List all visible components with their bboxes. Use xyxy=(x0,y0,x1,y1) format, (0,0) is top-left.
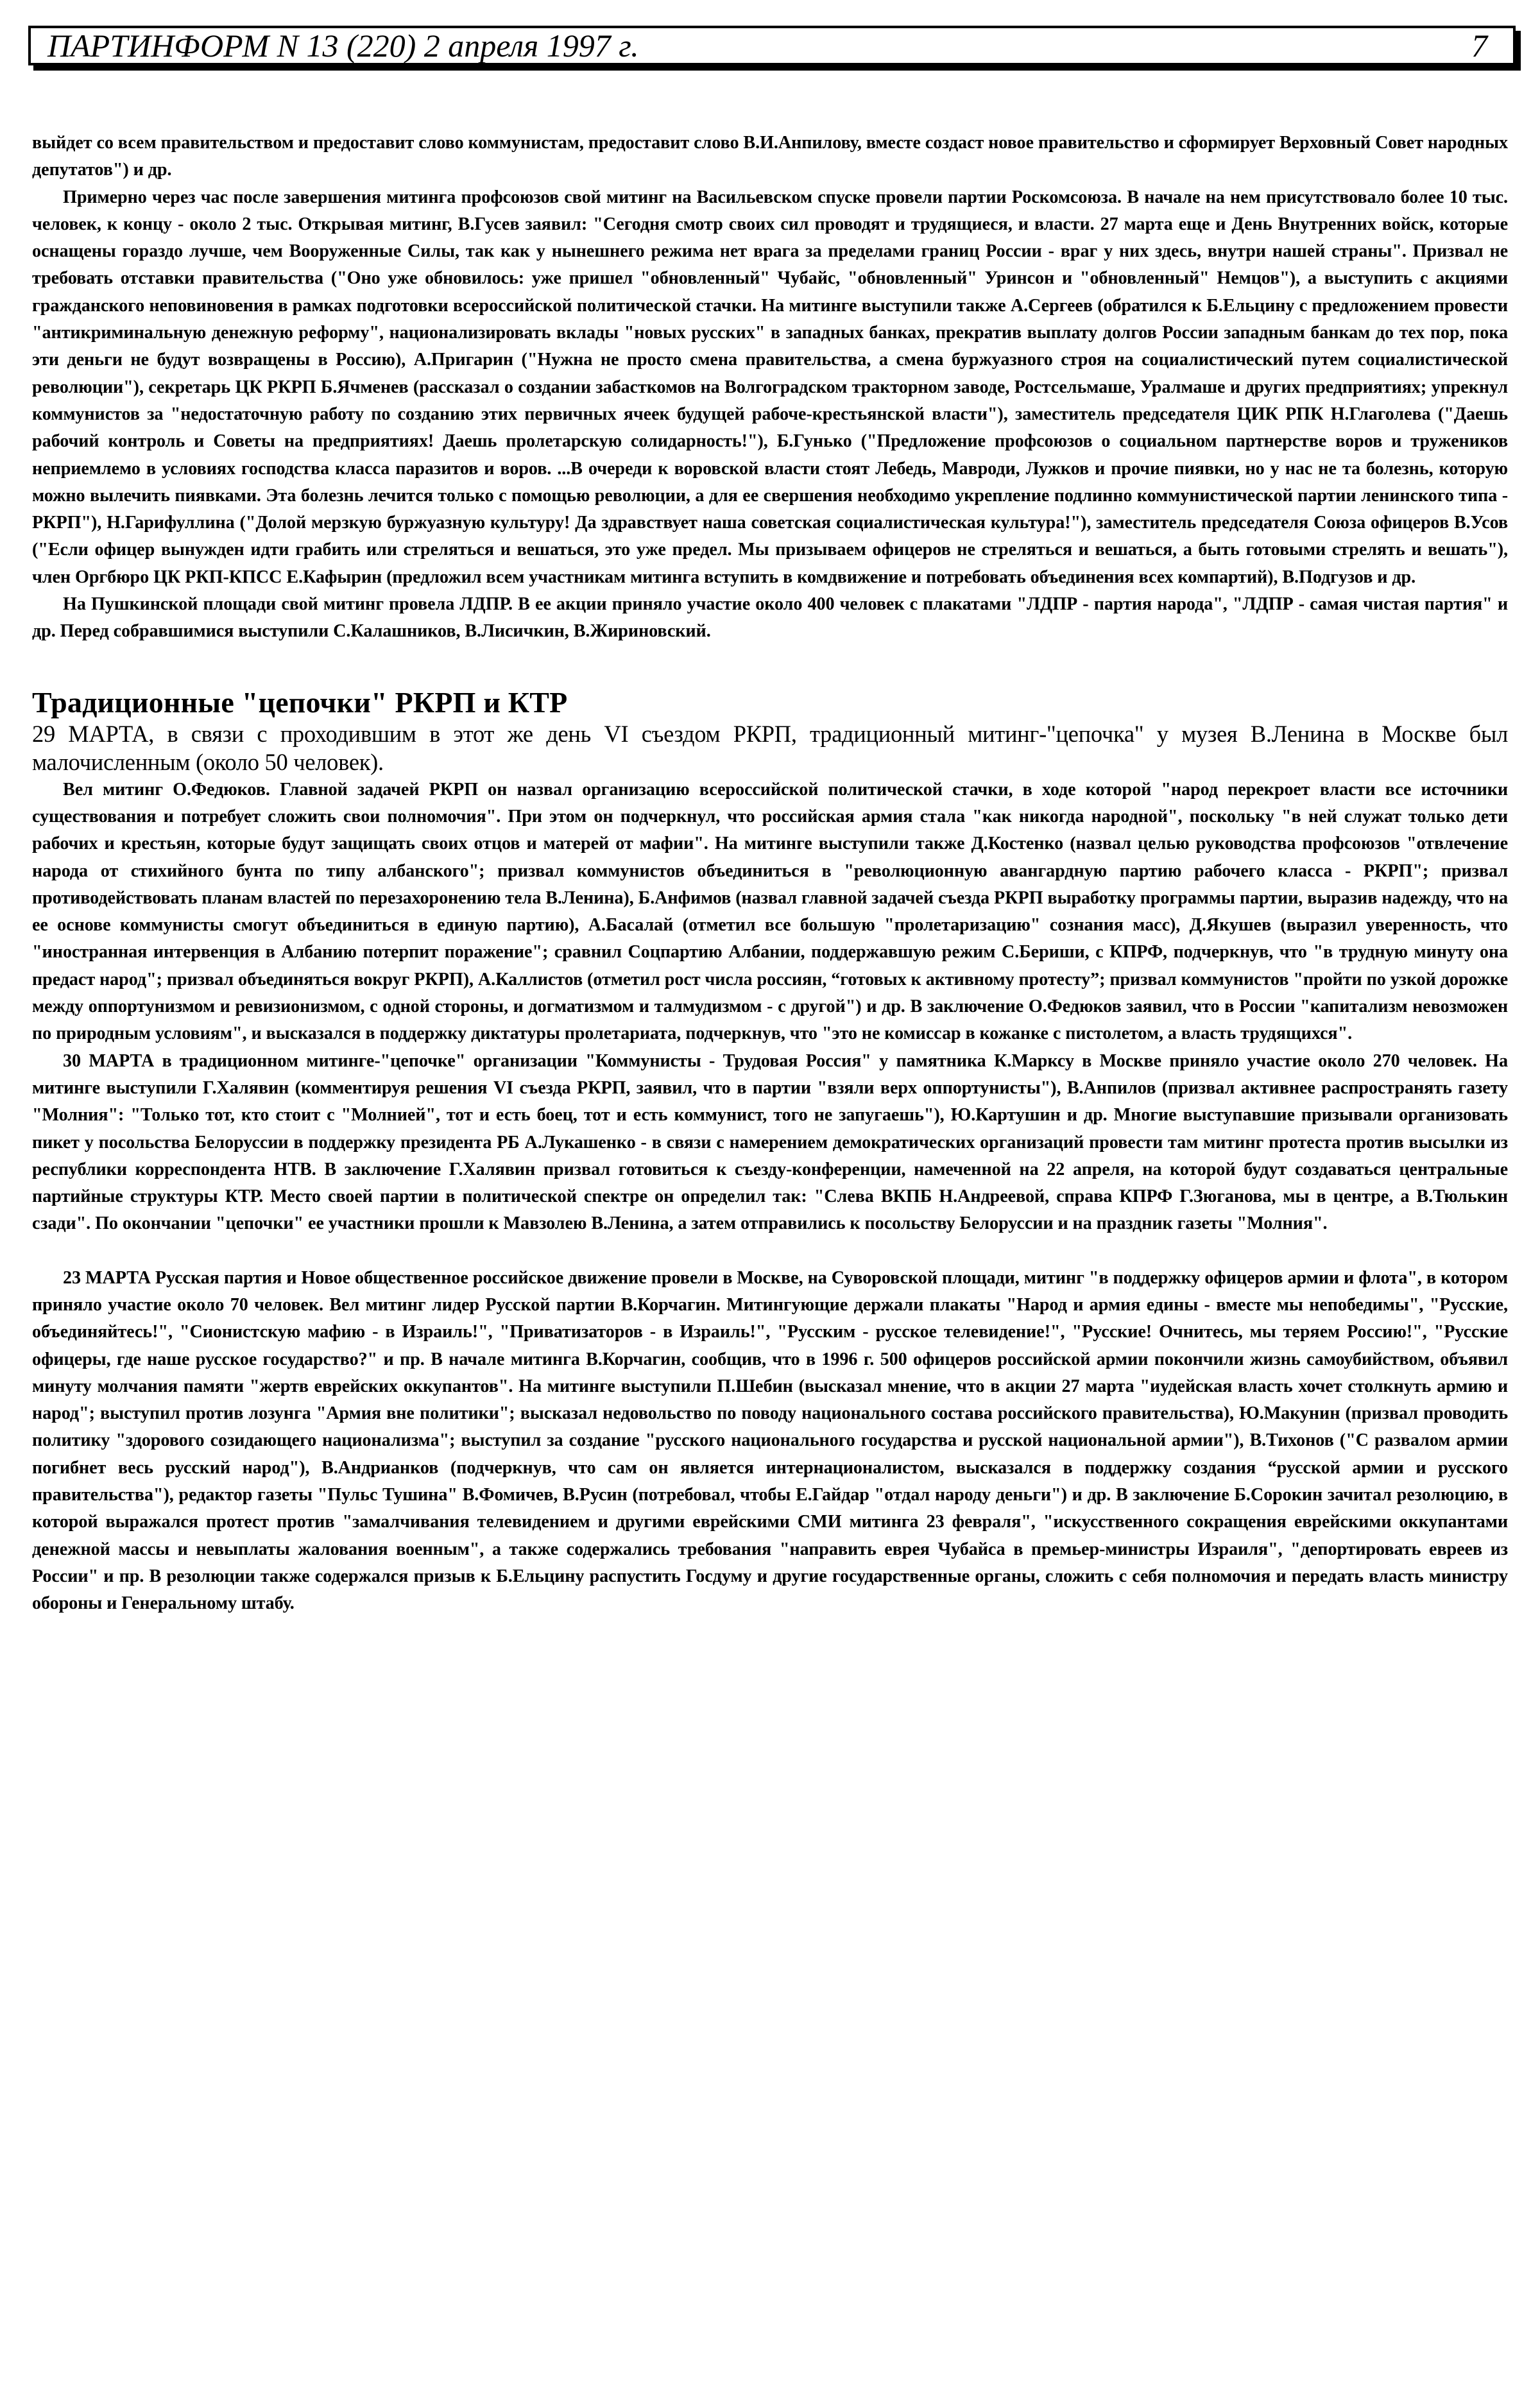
paragraph: 23 МАРТА Русская партия и Новое общественное российское движение провели в Москве, на Суворовской площади, митинг "в поддержку офицеров армии и флота", в котором приняло участие около 70 человек. Вел митинг лидер Русской партии В.Корчагин. Митингующие держали плакаты "Народ и армия едины - вместе мы непобедимы", "Русские, объединяйтесь!", "Сионистскую мафию - в Израиль!", "Приватизаторов - в Израиль!", "Русским - русское телевидение!", "Русские! Очнитесь, мы теряем Россию!", "Русские офицеры, где наше русское государство?" и пр. В начале митинга В.Корчагин, сообщив, что в 1996 г. 500 офицеров российской армии покончили жизнь самоубийством, объявил минуту молчания памяти "жертв еврейских оккупантов". На митинге выступили П.Шебин (высказал мнение, что в акции 27 марта "иудейская власть хочет столкнуть армию и народ"; выступил против лозунга "Армия вне политики"; высказал недовольство по поводу национального состава российского правительства), Ю.Макунин (призвал проводить политику "здорового созидающего национализма"; выступил за создание "русского национального государства и русской национальной армии"), В.Тихонов ("С развалом армии погибнет весь русский народ"), В.Андрианков (подчеркнув, что сам он является интернационалистом, высказался в поддержку создания “русской армии и русского правительства"), редактор газеты "Пульс Тушина" В.Фомичев, В.Русин (потребовал, чтобы Е.Гайдар "отдал народу деньги") и др. В заключение Б.Сорокин зачитал резолюцию, в которой выражался протест против "замалчивания телевидением и другими еврейскими СМИ митинга 23 февраля", "искусственного сокращения еврейскими оккупантами денежной массы и невыплаты жалования военным", а также содержались требования "направить еврея Чубайса в премьер-министры Израиля", "депортировать евреев из России" и пр. В резолюции также содержался призыв к Б.Ельцину распустить Госдуму и другие государственные органы, сложить с себя полномочия и передать власть министру обороны и Генеральному штабу. xyxy=(32,1267,1508,1614)
article-body xyxy=(32,130,1508,1618)
paragraph: На Пушкинской площади свой митинг провела ЛДПР. В ее акции приняло участие около 400 человек с плакатами "ЛДПР - партия народа", "ЛДПР - самая чистая партия" и др. Перед собравшимися выступили С.Калашников, В.Лисичкин, В.Жириновский. xyxy=(32,594,1508,642)
page-number: 7 xyxy=(1471,28,1487,64)
paragraph: выйдет со всем правительством и предоставит слово коммунистам, предоставит слово В.И.Анпилову, вместе создаст новое правительство и сформирует Верховный Совет народных депутатов") и др. xyxy=(32,133,1508,180)
publication-title: ПАРТИНФОРМ N 13 (220) 2 апреля 1997 г. xyxy=(47,28,639,64)
section-heading: Традиционные "цепочки" РКРП и КТР xyxy=(32,685,568,719)
paragraph: Примерно через час после завершения митинга профсоюзов свой митинг на Васильевском спуске провели партии Роскомсоюза. В начале на нем присутствовало более 10 тыс. человек, к концу - около 2 тыс. Открывая митинг, В.Гусев заявил: "Сегодня смотр своих сил проводят и трудящиеся, и власти. 27 марта еще и День Внутренних войск, которые оснащены гораздо лучше, чем Вооруженные Силы, так как у нынешнего режима нет врага за пределами границ России - враг у них здесь, внутри нашей страны". Призвал не требовать отставки правительства ("Оно уже обновилось: уже пришел "обновленный" Чубайс, "обновленный" Уринсон и "обновленный" Немцов"), а выступить с акциями гражданского неповиновения в рамках подготовки всероссийской политической стачки. На митинге выступили также А.Сергеев (обратился к Б.Ельцину с предложением провести "антикриминальную денежную реформу", национализировать вклады "новых русских" в западных банках, прекратив выплату долгов России западным банкам до тех пор, пока эти деньги не будут возвращены в Россию), А.Пригарин ("Нужна не просто смена правительства, а смена буржуазного строя на социалистический путем социалистической революции"), секретарь ЦК РКРП Б.Ячменев (рассказал о создании забасткомов на Волгоградском тракторном заводе, Ростсельмаше, Уралмаше и других предприятиях; упрекнул коммунистов за "недостаточную работу по созданию этих первичных ячеек будущей рабоче-крестьянской власти"), заместитель председателя ЦИК РПК Н.Глаголева ("Даешь рабочий контроль и Советы на предприятиях! Даешь пролетарскую солидарность!"), Б.Гунько ("Предложение профсоюзов о социальном партнерстве воров и тружеников неприемлемо в условиях господства класса паразитов и воров. ...В очереди к воровской власти стоят Лебедь, Мавроди, Лужков и прочие пиявки, но у нас не та болезнь, которую можно вылечить пиявками. Эта болезнь лечится только с помощью революции, а для ее свершения необходимо укрепление подлинно коммунистической партии ленинского типа - РКРП"), Н.Гарифуллина ("Долой мерзкую буржуазную культуру! Да здравствует наша советская социалистическая культура!"), заместитель председателя Союза офицеров В.Усов ("Если офицер вынужден идти грабить или стреляться и вешаться, это уже предел. Мы призываем офицеров не стреляться и вешаться, а быть готовыми стрелять и вешать"), член Оргбюро ЦК РКП-КПСС Е.Кафырин (предложил всем участникам митинга вступить в комдвижение и потребовать объединения всех компартий), В.Подгузов и др. xyxy=(32,187,1508,587)
spacer xyxy=(32,1238,1508,1265)
page-header xyxy=(28,26,1516,65)
paragraph: 30 МАРТА в традиционном митинге-"цепочке" организации "Коммунисты - Трудовая Россия" у памятника К.Марксу в Москве приняло участие около 270 человек. На митинге выступили Г.Халявин (комментируя решения VI съезда РКРП, заявил, что в партии "взяли верх оппортунисты"), В.Анпилов (призвал активнее распространять газету "Молния": "Только тот, кто стоит с "Молнией", тот и есть боец, тот и есть коммунист, того не запугаешь"), Ю.Картушин и др. Многие выступавшие призывали организовать пикет у посольства Белоруссии в поддержку президента РБ А.Лукашенко - в связи с намерением демократических организаций провести там митинг протеста против высылки из республики корреспондента НТВ. В заключение Г.Халявин призвал готовиться к съезду-конференции, намеченной на 22 апреля, на которой будут создаваться центральные партийные структуры КТР. Место своей партии в политической спектре он определил так: "Слева ВКПБ Н.Андреевой, справа КПРФ Г.Зюганова, мы в центре, а В.Тюлькин сзади". По окончании "цепочки" ее участники прошли к Мавзолею В.Ленина, а затем отправились к посольству Белоруссии и на праздник газеты "Молния". xyxy=(32,1050,1508,1234)
section-lead: 29 МАРТА, в связи с проходившим в этот же день VI съездом РКРП, традиционный митинг-"цепочка" у музея В.Ленина в Москве был малочисленным (около 50 человек). xyxy=(32,720,1508,775)
paragraph: Вел митинг О.Федюков. Главной задачей РКРП он назвал организацию всероссийской политической стачки, в ходе которой "народ перекроет власти все источники существования и потребует сложить свои полномочия". При этом он подчеркнул, что российская армия стала "как никогда народной", поскольку "в ней служат только дети рабочих и крестьян, которые будут защищать своих отцов и матерей от мафии". На митинге выступили также Д.Костенко (назвал целью руководства профсоюзов "отвлечение народа от стихийного бунта по типу албанского"; призвал коммунистов объединиться в "революционную авангардную партию рабочего класса - РКРП"; призвал противодействовать планам властей по перезахоронению тела В.Ленина), Б.Анфимов (назвал главной задачей съезда РКРП выработку программы партии, выразив надежду, что на ее основе коммунисты смогут объединиться в единую партию), А.Басалай (отметил все большую "пролетаризацию" сознания масс), Д.Якушев (выразил уверенность, что "иностранная интервенция в Албанию потерпит поражение"; сравнил Соцпартию Албании, поддержавшую режим С.Бериши, с КПРФ, подчеркнув, что "в трудную минуту она предаст народ"; призвал объединяться вокруг РКРП), А.Каллистов (отметил рост числа россиян, “готовых к активному протесту”; призвал коммунистов "пройти по узкой дорожке между оппортунизмом и ревизионизмом, с одной стороны, и догматизмом и талмудизмом - с другой") и др. В заключение О.Федюков заявил, что в России "капитализм невозможен по природным условиям", и высказался в поддержку диктатуры пролетариата, подчеркнув, что "это не комиссар в кожанке с пистолетом, а власть трудящихся". xyxy=(32,779,1508,1044)
